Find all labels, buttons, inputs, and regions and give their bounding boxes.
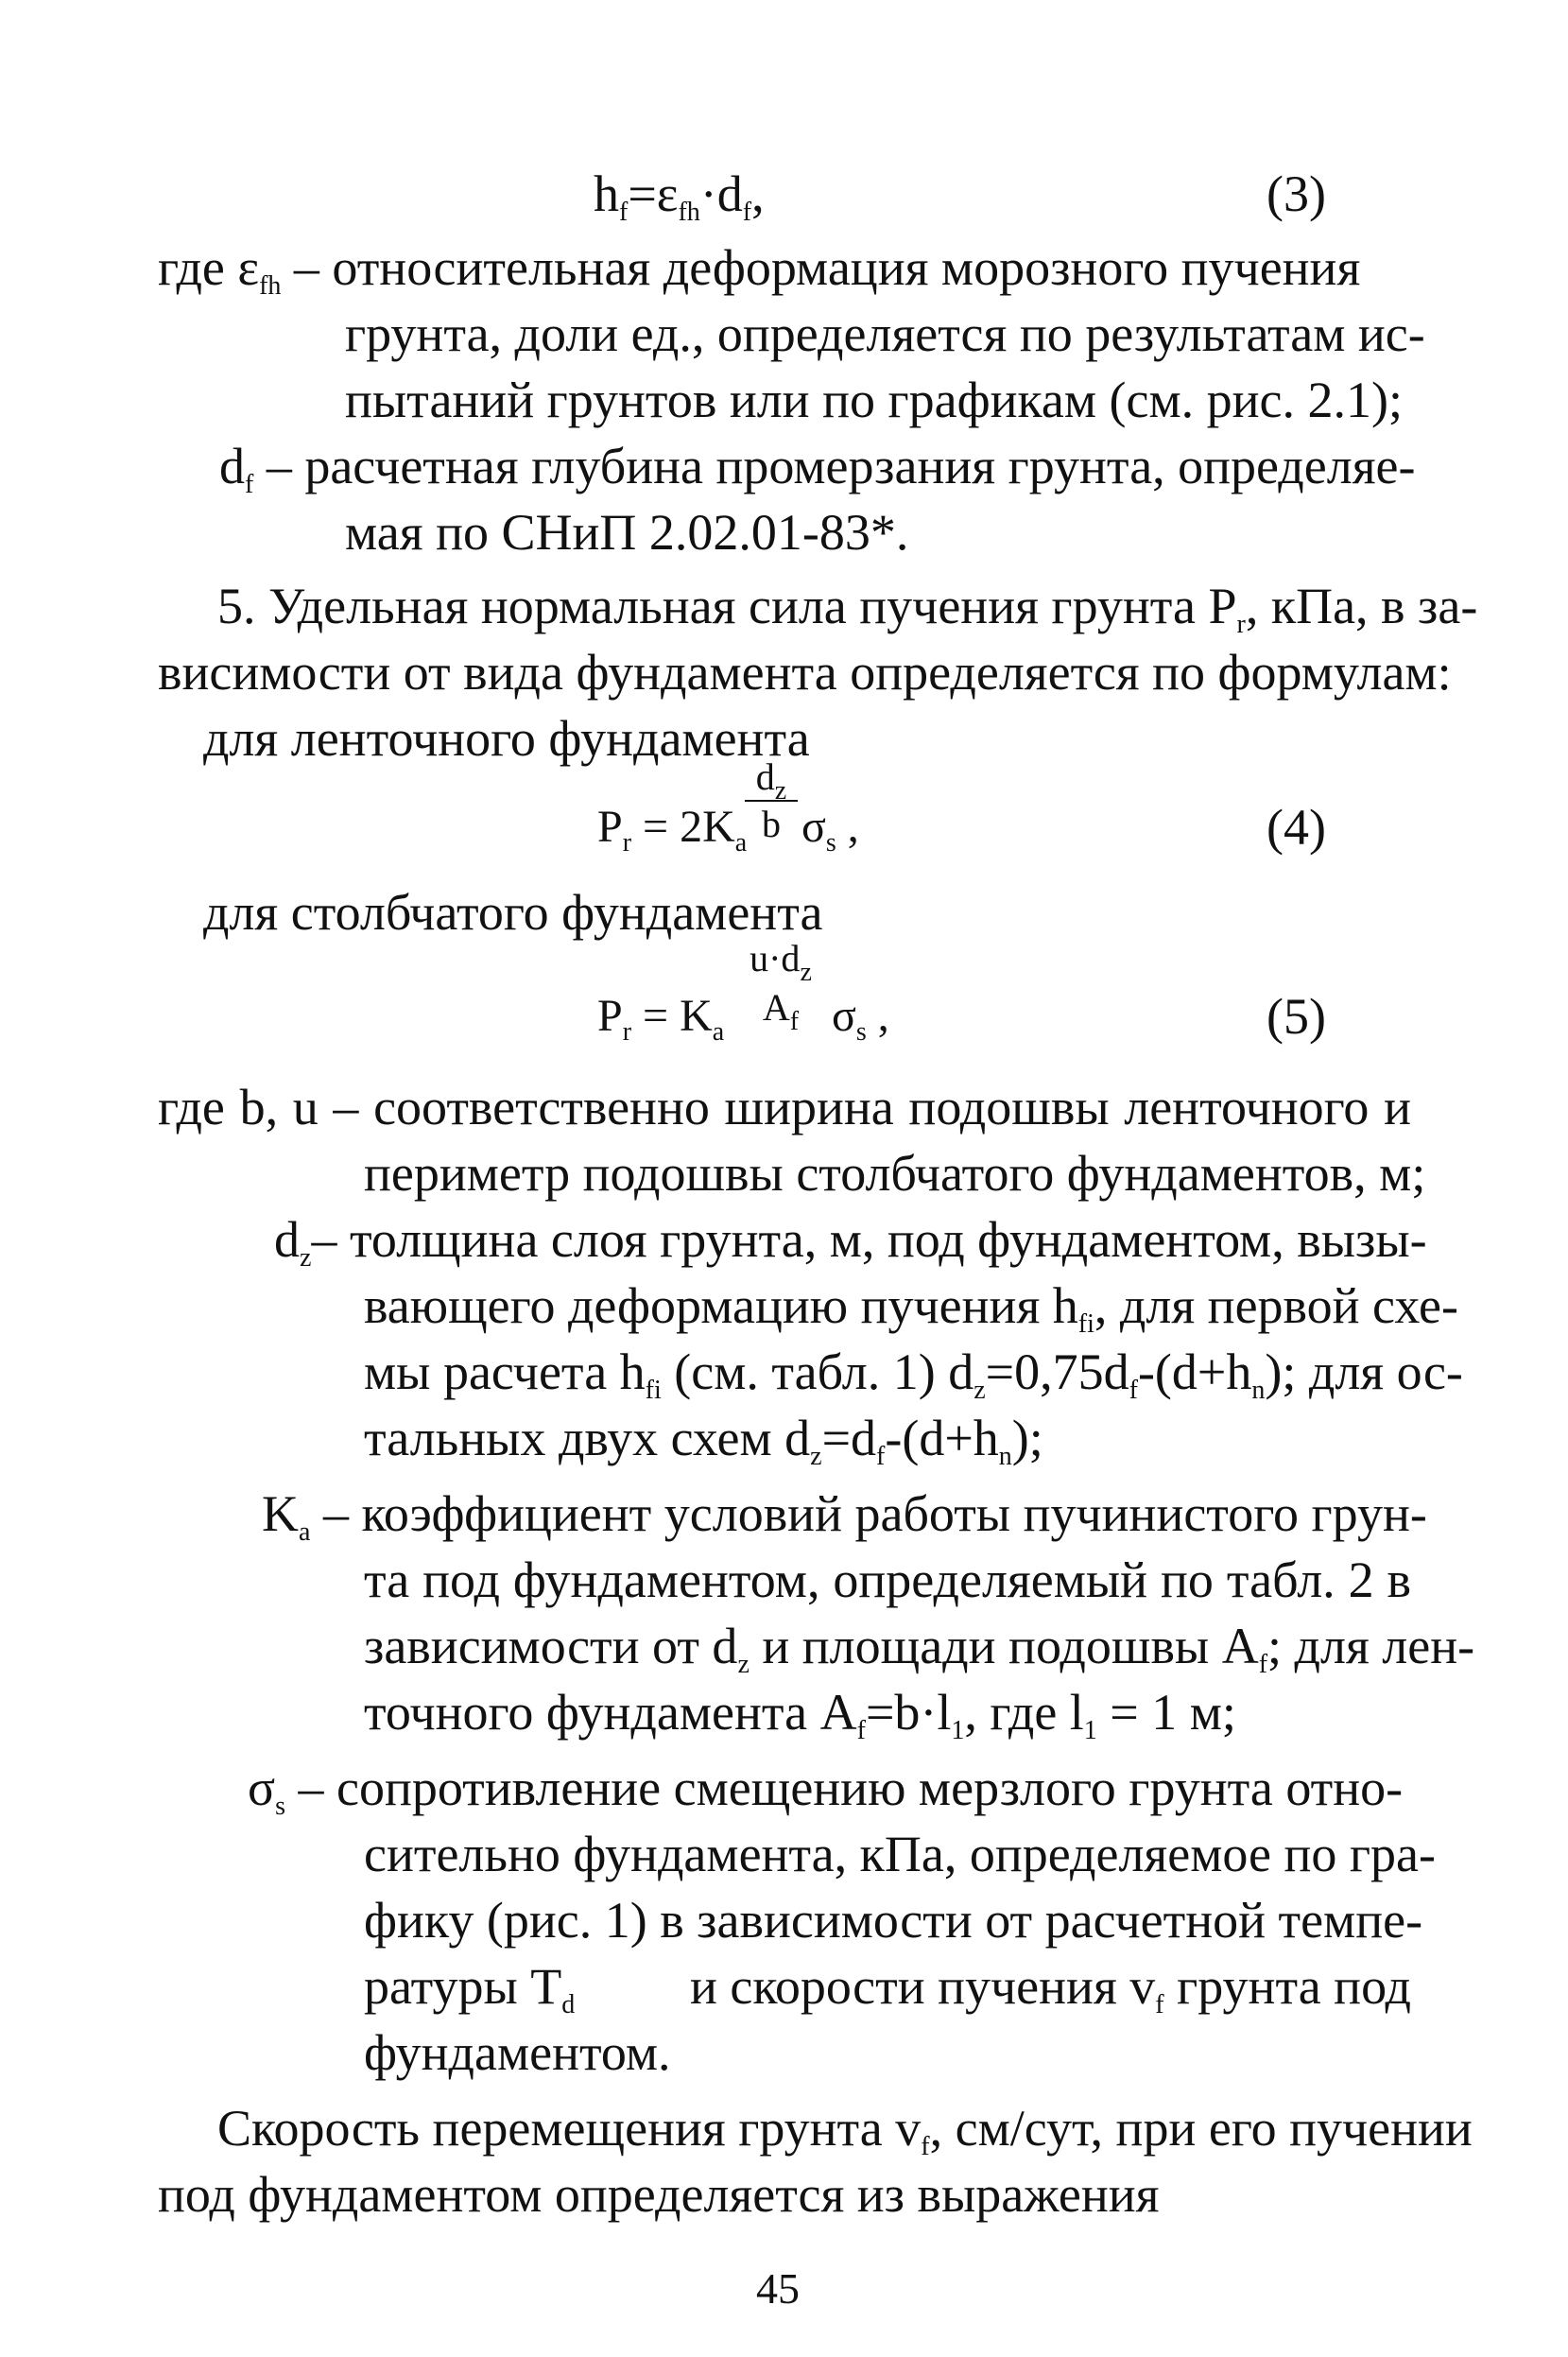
text: вающего деформацию пучения h <box>364 1277 1078 1334</box>
definition-symbol: где ε <box>158 239 260 296</box>
text: , см/сут, при его пучении <box>929 2100 1473 2157</box>
text: = 1 м; <box>1096 1684 1236 1741</box>
text: Скорость перемещения грунта v <box>217 2100 922 2157</box>
text-line: где b, u – соответственно ширина подошвы ленточного и <box>158 1079 1411 1135</box>
subscript: f <box>921 2132 930 2161</box>
subscript: a <box>712 1017 725 1047</box>
text-line <box>364 1679 1236 1745</box>
text: точного фундамента A <box>364 1684 857 1741</box>
equation-number-3: (3) <box>1266 165 1326 222</box>
text-line: висимости от вида фундамента определяется по формулам: <box>158 644 1452 701</box>
definition-symbol: d <box>219 438 245 494</box>
subscript: f <box>1258 1650 1268 1679</box>
subscript: f <box>245 470 254 499</box>
column-foundation-label: для столбчатого фундамента <box>203 884 823 941</box>
text-line <box>364 1273 1458 1339</box>
subscript: d <box>561 1990 576 2019</box>
subscript: f <box>856 1716 866 1745</box>
formula-symbol: P <box>597 991 623 1041</box>
subscript: s <box>825 828 836 858</box>
definition-symbol: σ <box>248 1759 276 1816</box>
formula-4-tail <box>801 794 859 860</box>
text: =0,75d <box>985 1343 1129 1400</box>
subscript: r <box>622 828 632 858</box>
text-group <box>364 1953 575 2019</box>
where-df-line <box>219 433 1416 499</box>
formula-symbol: , <box>866 991 889 1041</box>
subscript: fh <box>678 198 700 227</box>
formula-symbol: σ <box>832 991 856 1041</box>
text-line: для ленточного фундамента <box>203 710 810 767</box>
formula-symbol: = 2K <box>631 802 735 852</box>
definition-text: – коэффициент условий работы пучинистого грун- <box>310 1485 1427 1542</box>
text: грунта под <box>1163 1958 1411 2015</box>
subscript: n <box>998 1442 1012 1471</box>
formula-5-fraction <box>733 937 828 1036</box>
subscript: s <box>275 1792 286 1821</box>
subscript: z <box>810 1442 822 1471</box>
formula-symbol: h <box>594 165 619 222</box>
text: -(d+h <box>885 1410 999 1466</box>
definition-symbol: K <box>262 1485 299 1542</box>
subscript: f <box>1155 1990 1164 2019</box>
text-line: грунта, доли ед., определяется по результатам ис- <box>345 305 1425 362</box>
formula-symbol: , <box>751 165 765 222</box>
formula-5-tail <box>832 983 889 1049</box>
formula-symbol: , <box>836 802 859 852</box>
definition-symbol: d <box>274 1211 300 1268</box>
text: , кПа, в за- <box>1245 578 1478 634</box>
subscript: r <box>1236 610 1246 639</box>
formula-3 <box>594 161 765 227</box>
subscript: z <box>737 1650 750 1679</box>
fraction-numerator <box>745 755 798 806</box>
formula-5-lhs <box>597 983 724 1049</box>
subscript: a <box>734 828 748 858</box>
text: и скорости пучения v <box>689 1958 1156 2015</box>
subscript: z <box>774 776 787 806</box>
formula-symbol: ·d <box>699 165 743 222</box>
formula-symbol: σ <box>801 802 826 852</box>
text: , для первой схе- <box>1094 1277 1458 1334</box>
text-line: мая по СНиП 2.02.01-83*. <box>345 504 909 561</box>
subscript: z <box>800 958 812 987</box>
formula-symbol: A <box>762 986 790 1029</box>
text-group <box>690 1953 1411 2019</box>
subscript: a <box>299 1517 311 1547</box>
paragraph-5-line <box>217 573 1477 639</box>
subscript: f <box>1129 1376 1138 1405</box>
subscript: fh <box>259 271 282 301</box>
text: -(d+h <box>1137 1343 1252 1400</box>
where-eps-line <box>158 234 1411 301</box>
formula-symbol: =ε <box>628 165 679 222</box>
text: =b·l <box>865 1684 952 1741</box>
definition-text: – сопротивление смещению мерзлого грунта отно- <box>285 1759 1404 1816</box>
text-line: пытаний грунтов или по графикам (см. рис. 2.1); <box>345 372 1403 428</box>
formula-symbol: P <box>597 802 623 852</box>
fraction-denominator: b <box>762 803 781 845</box>
text: и площади подошвы A <box>749 1618 1259 1674</box>
where-dz-line <box>274 1206 1427 1273</box>
subscript: 1 <box>1083 1716 1097 1745</box>
text: мы расчета h <box>364 1343 646 1400</box>
subscript: z <box>974 1376 986 1405</box>
subscript: fi <box>645 1376 662 1405</box>
text-line <box>364 1953 1411 2019</box>
text-line: фундаментом. <box>364 2024 671 2081</box>
text: зависимости от d <box>364 1618 738 1674</box>
text: 5. Удельная нормальная сила пучения грунта P <box>217 578 1237 634</box>
text-line: фику (рис. 1) в зависимости от расчетной темпе- <box>364 1892 1423 1949</box>
equation-number-5: (5) <box>1266 988 1326 1045</box>
definition-text: – расчетная глубина промерзания грунта, определяе- <box>253 438 1416 494</box>
fraction-denominator <box>733 986 828 1036</box>
text: ; для лен- <box>1267 1618 1475 1674</box>
text: , где l <box>964 1684 1084 1741</box>
definition-text: – толщина слоя грунта, м, под фундаментом, вызы- <box>311 1211 1427 1268</box>
formula-symbol: = K <box>631 991 713 1041</box>
formula-symbol: d <box>755 755 775 798</box>
fraction-numerator <box>733 937 828 987</box>
text: тальных двух схем d <box>364 1410 811 1466</box>
subscript: f <box>789 1007 800 1036</box>
text: (см. табл. 1) d <box>661 1343 974 1400</box>
page-number: 45 <box>756 2264 800 2313</box>
text: ); для ос- <box>1265 1343 1463 1400</box>
final-paragraph-line <box>217 2095 1473 2161</box>
subscript: z <box>300 1243 312 1273</box>
text-line <box>364 1613 1474 1679</box>
subscript: s <box>855 1017 867 1047</box>
formula-4-lhs <box>597 794 747 860</box>
subscript: f <box>619 198 629 227</box>
text: =d <box>821 1410 877 1466</box>
text: ); <box>1011 1410 1043 1466</box>
text-line <box>364 1405 1043 1471</box>
subscript: r <box>622 1017 632 1047</box>
text-line <box>364 1339 1463 1405</box>
fraction-bar <box>745 800 798 802</box>
text-line: под фундаментом определяется из выражения <box>158 2166 1160 2223</box>
subscript: f <box>742 198 752 227</box>
formula-symbol: u·d <box>750 937 801 979</box>
definition-text: – относительная деформация морозного пучения <box>281 239 1361 296</box>
subscript: n <box>1251 1376 1266 1405</box>
formula-4-fraction <box>745 756 798 845</box>
text-line: сительно фундамента, кПа, определяемое по гра- <box>364 1826 1436 1882</box>
equation-number-4: (4) <box>1266 799 1326 856</box>
where-ka-line <box>262 1481 1427 1547</box>
text-line: периметр подошвы столбчатого фундаментов, м; <box>364 1145 1426 1202</box>
text-line: та под фундаментом, определяемый по табл. 2 в <box>364 1551 1411 1608</box>
subscript: 1 <box>951 1716 965 1745</box>
subscript: fi <box>1077 1309 1094 1339</box>
subscript: f <box>876 1442 886 1471</box>
where-sigma-line <box>248 1755 1411 1821</box>
text: ратуры T <box>364 1958 562 2015</box>
